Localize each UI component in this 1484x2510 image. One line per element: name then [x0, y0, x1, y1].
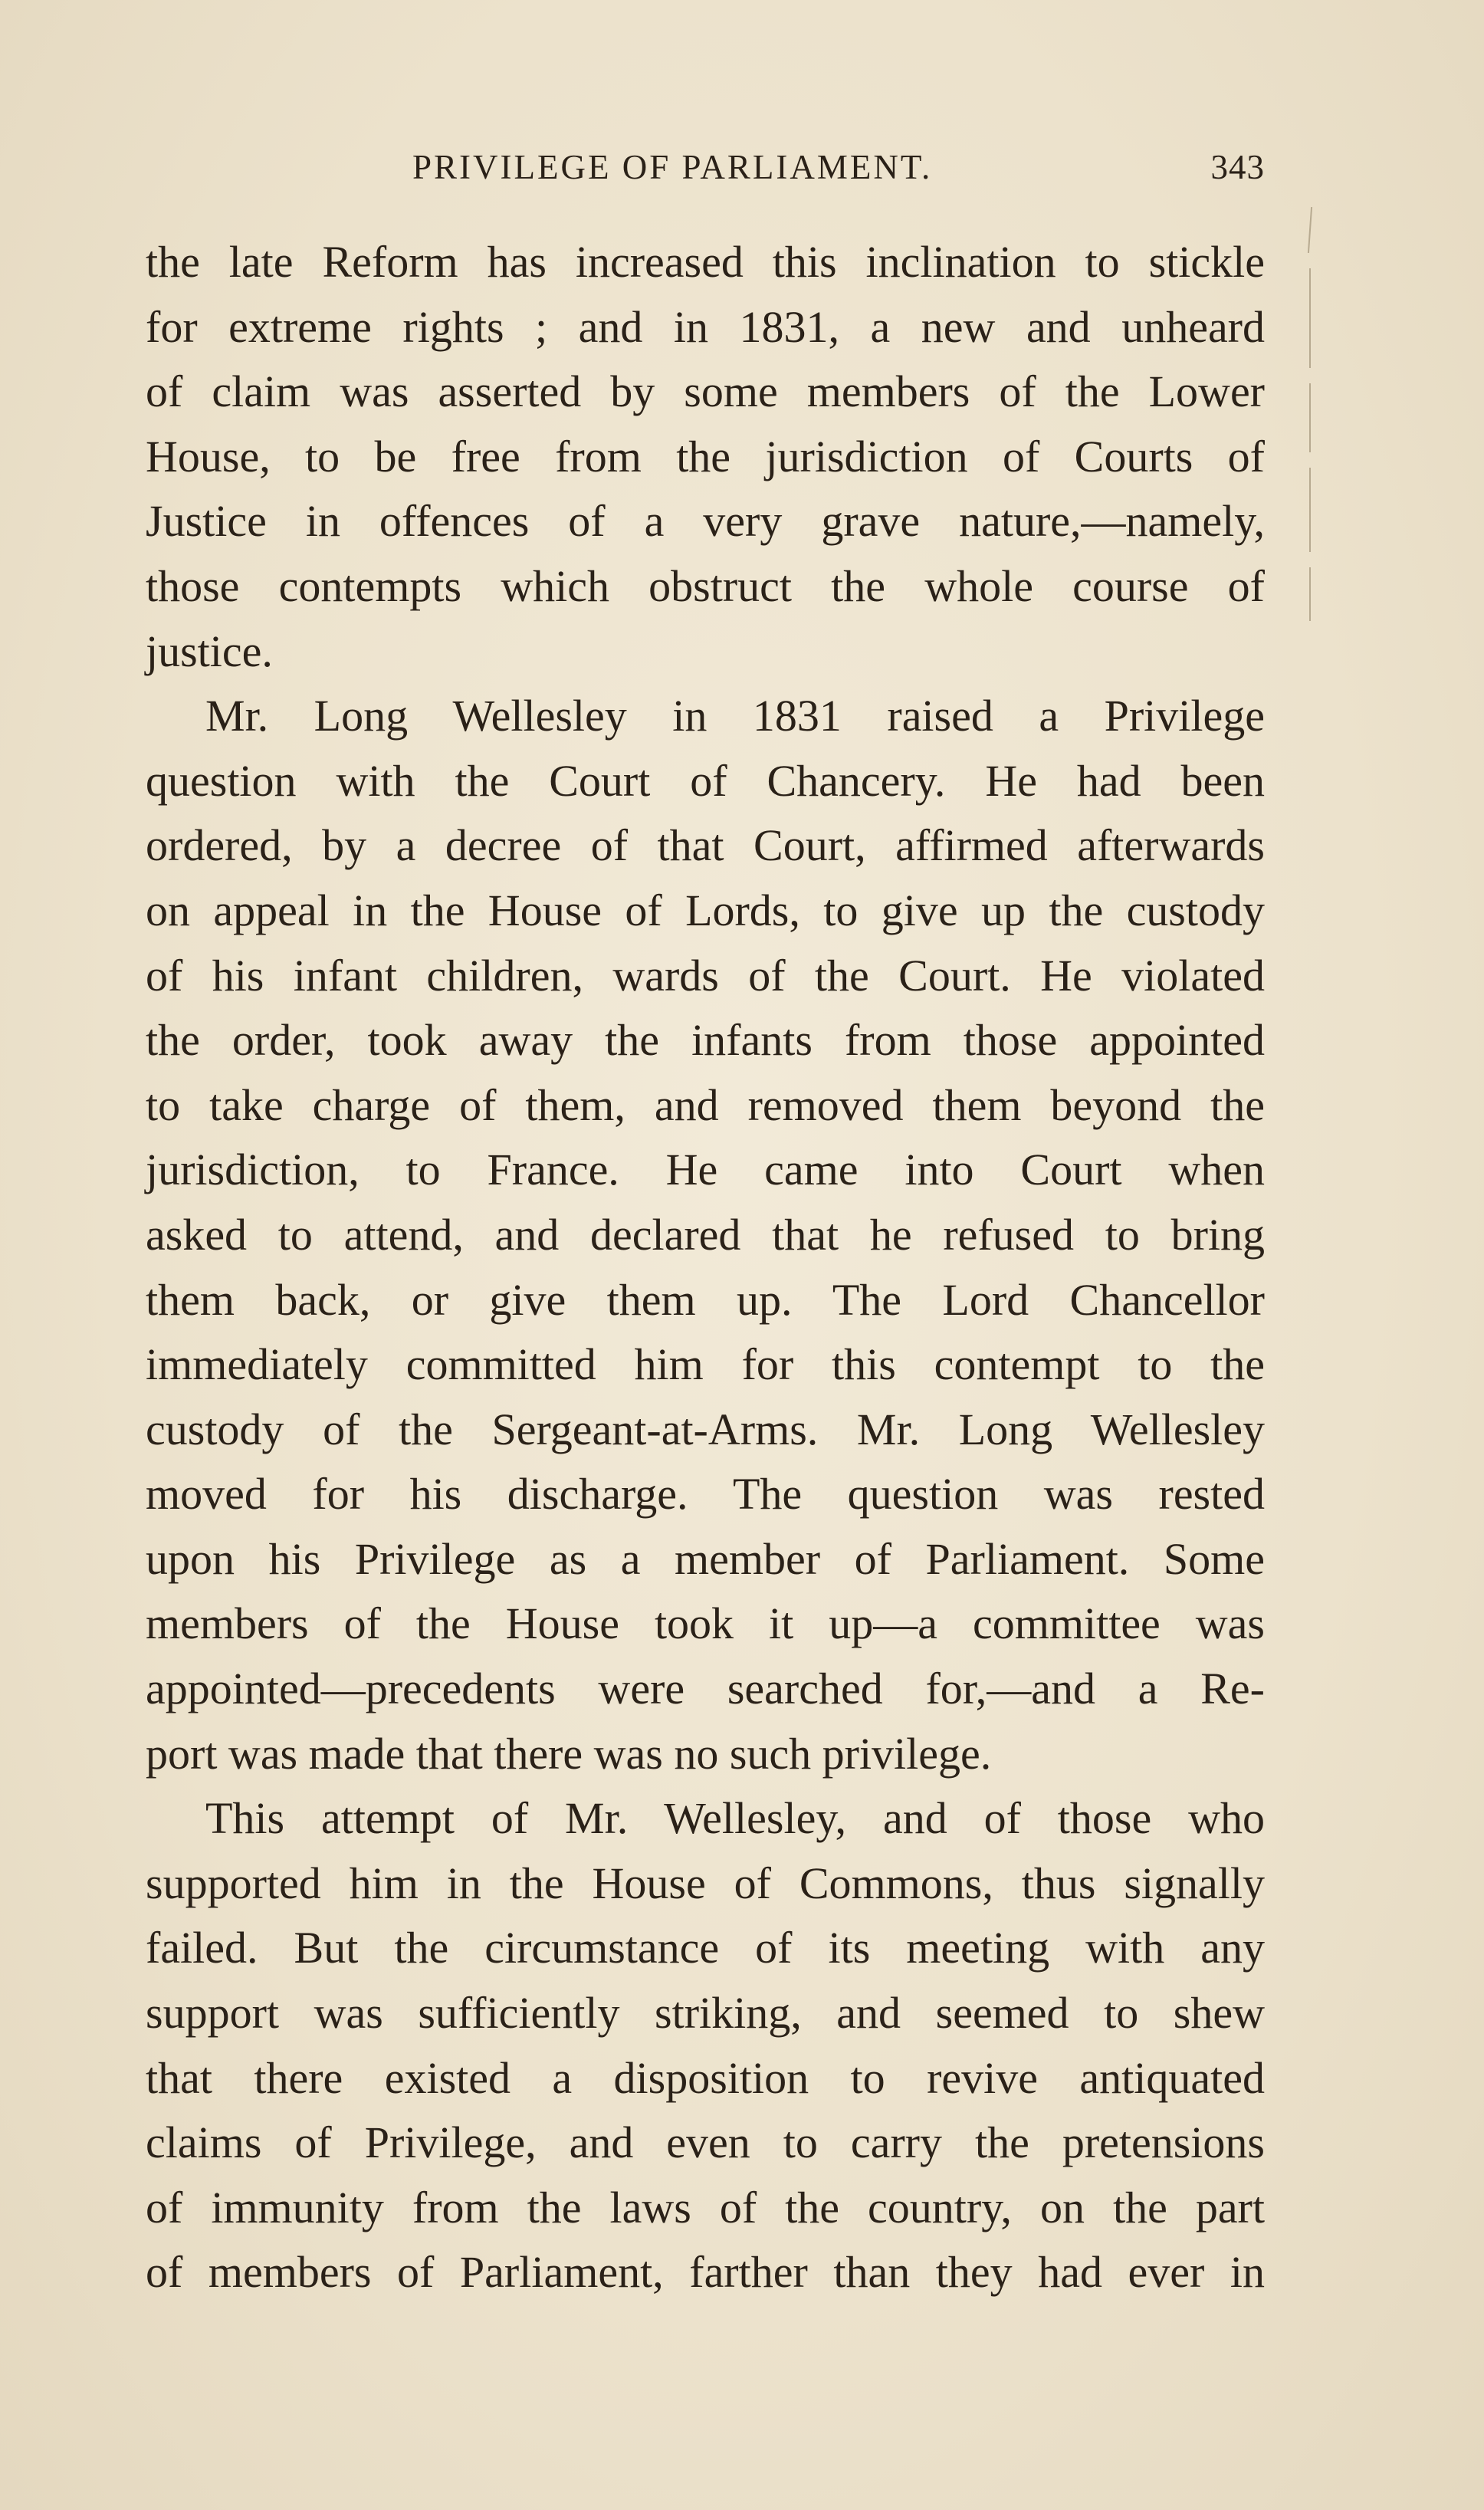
text-line: upon his Privilege as a member of Parliament. Some	[146, 1533, 1265, 1584]
text-line: ordered, by a decree of that Court, affirmed afterwards	[146, 820, 1265, 871]
text-line: moved for his discharge. The question was rested	[146, 1469, 1265, 1519]
text-line: of claim was asserted by some members of the Lower	[146, 366, 1265, 417]
text-line: that there existed a disposition to revive antiquated	[146, 2052, 1265, 2103]
text-line: support was sufficiently striking, and seemed to shew	[146, 1988, 1265, 2039]
text-line: immediately committed him for this contempt to the	[146, 1339, 1265, 1390]
text-line: them back, or give them up. The Lord Chancellor	[146, 1274, 1265, 1325]
text-line: those contempts which obstruct the whole course of	[146, 560, 1265, 611]
text-line: House, to be free from the jurisdiction of Courts of	[146, 431, 1265, 481]
text-line: question with the Court of Chancery. He had been	[146, 755, 1265, 806]
text-line: appointed—precedents were searched for,—and a Re-	[146, 1664, 1265, 1714]
text-line: port was made that there was no such privilege.	[146, 1728, 992, 1779]
text-line: failed. But the circumstance of its meeting with any	[146, 1923, 1265, 1973]
text-line: Justice in offences of a very grave nature,—namely,	[146, 496, 1265, 547]
margin-pencil-marks	[1309, 199, 1340, 636]
text-line: the order, took away the infants from those appointed	[146, 1015, 1265, 1066]
text-line: on appeal in the House of Lords, to give up the custody	[146, 885, 1265, 935]
text-line: custody of the Sergeant-at-Arms. Mr. Long Wellesley	[146, 1404, 1265, 1454]
text-line: of members of Parliament, farther than they had ever in	[146, 2247, 1265, 2298]
text-line: of immunity from the laws of the country, on the part	[146, 2182, 1265, 2232]
text-line: justice.	[146, 626, 273, 676]
text-line: members of the House took it up—a committee was	[146, 1598, 1265, 1649]
text-line: of his infant children, wards of the Court. He violated	[146, 950, 1265, 1000]
text-line: the late Reform has increased this inclination to stickle	[146, 237, 1265, 287]
text-line: for extreme rights ; and in 1831, a new and unheard	[146, 301, 1265, 352]
text-line: jurisdiction, to France. He came into Court when	[146, 1145, 1265, 1195]
body-text	[146, 230, 1265, 2305]
text-line: Mr. Long Wellesley in 1831 raised a Privilege	[205, 691, 1265, 741]
text-line: asked to attend, and declared that he refused to bring	[146, 1209, 1265, 1260]
running-title: PRIVILEGE OF PARLIAMENT.	[412, 148, 933, 186]
text-line: supported him in the House of Commons, thus signally	[146, 1858, 1265, 1908]
text-line: to take charge of them, and removed them beyond the	[146, 1079, 1265, 1130]
page-number: 343	[1210, 148, 1265, 186]
text-line: This attempt of Mr. Wellesley, and of those who	[205, 1793, 1265, 1844]
text-line: claims of Privilege, and even to carry the pretensions	[146, 2117, 1265, 2168]
running-head	[146, 147, 1265, 201]
